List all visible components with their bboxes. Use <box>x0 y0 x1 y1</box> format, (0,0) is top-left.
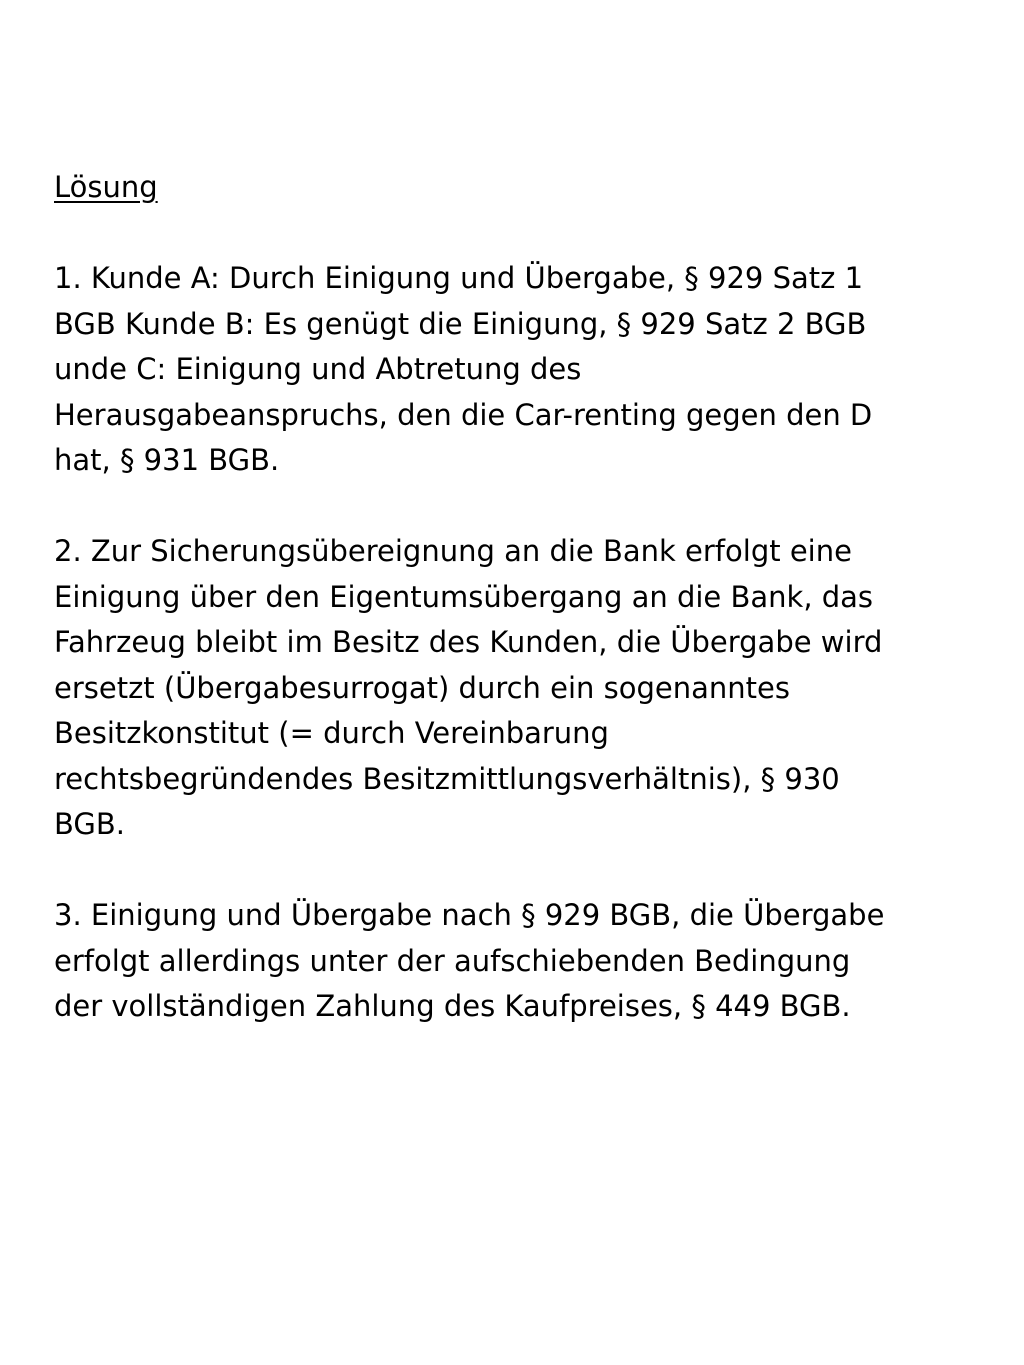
text-line: ersetzt (Übergabesurrogat) durch ein sogenanntes <box>54 670 790 705</box>
text-line: hat, § 931 BGB. <box>54 443 280 477</box>
paragraph-1 <box>54 256 954 484</box>
text-line: Einigung über den Eigentumsübergang an die Bank, das <box>54 579 874 614</box>
paragraph-2 <box>54 529 954 848</box>
text-line: BGB Kunde B: Es genügt die Einigung, § 929 Satz 2 BGB <box>54 306 867 341</box>
text-line: Herausgabeanspruchs, den die Car-renting gegen den D <box>54 397 873 432</box>
slide-title: Lösung <box>54 170 158 204</box>
text-line: Fahrzeug bleibt im Besitz des Kunden, die Übergabe wird <box>54 625 883 659</box>
text-line: 3. Einigung und Übergabe nach § 929 BGB, die Übergabe <box>54 898 885 932</box>
slide-content <box>54 165 954 1075</box>
text-line: BGB. <box>54 807 125 841</box>
text-line: 1. Kunde A: Durch Einigung und Übergabe, § 929 Satz 1 <box>54 261 864 295</box>
paragraph-3 <box>54 893 954 1030</box>
text-line: 2. Zur Sicherungsübereignung an die Bank erfolgt eine <box>54 534 852 568</box>
text-line: der vollständigen Zahlung des Kaufpreises, § 449 BGB. <box>54 989 851 1023</box>
text-line: unde C: Einigung und Abtretung des <box>54 352 582 386</box>
text-line: rechtsbegründendes Besitzmittlungsverhältnis), § 930 <box>54 761 840 796</box>
text-line: erfolgt allerdings unter der aufschiebenden Bedingung <box>54 943 851 978</box>
text-line: Besitzkonstitut (= durch Vereinbarung <box>54 716 609 750</box>
